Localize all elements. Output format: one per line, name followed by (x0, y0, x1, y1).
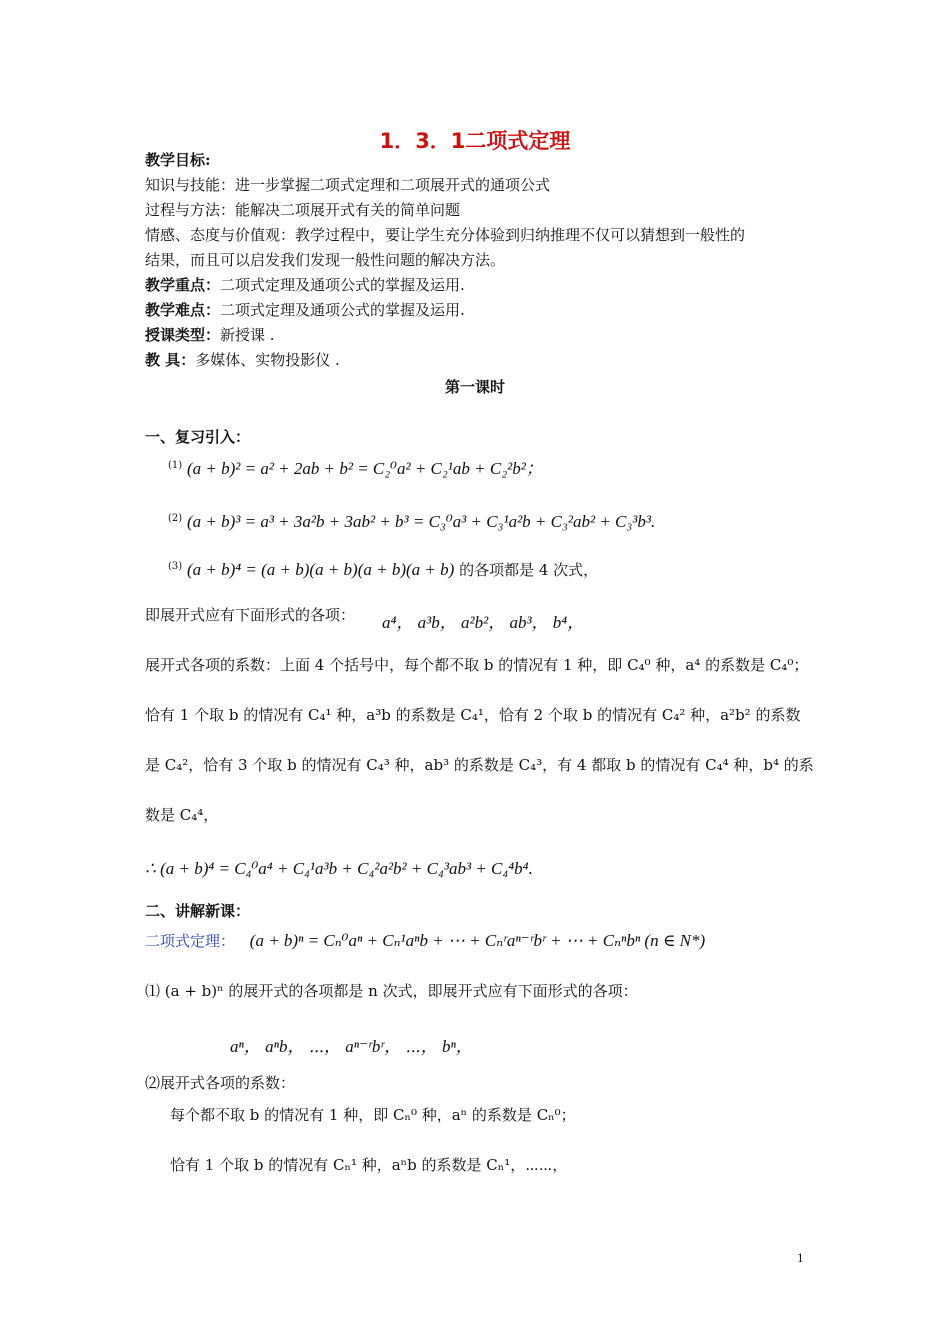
lesson-type (145, 324, 275, 346)
property-1: ⑴ (a + b)ⁿ 的展开式的各项都是 n 次式，即展开式应有下面形式的各项： (145, 982, 638, 1000)
equation-3-formula: (a + b)⁴ = (a + b)(a + b)(a + b)(a + b) (186, 560, 455, 579)
equation-2-label: (2) (168, 513, 183, 524)
difficult-point-text: 二项式定理及通项公式的掌握及运用. (220, 301, 465, 319)
objective-knowledge: 知识与技能：进一步掌握二项式定理和二项展开式的通项公式 (145, 176, 551, 194)
equation-1-formula: (a + b)² = a² + 2ab + b² = C₂⁰a² + C₂¹ab + C₂²b²； (186, 459, 543, 478)
property-2-line2: 恰有 1 个取 b 的情况有 Cₙ¹ 种，aⁿb 的系数是 Cₙ¹，⋯⋯， (170, 1156, 568, 1174)
terms-intro: 即展开式应有下面形式的各项： (145, 606, 356, 624)
coefficient-para-line3: 是 C₄²，恰有 3 个取 b 的情况有 C₄³ 种，ab³ 的系数是 C₄³，有 4 都取 b 的情况有 C₄⁴ 种，b⁴ 的系 (145, 756, 814, 774)
property-2: ⑵展开式各项的系数： (145, 1074, 296, 1092)
difficult-point (145, 299, 465, 321)
equation-3-label: (3) (168, 561, 183, 572)
coefficient-para-line2: 恰有 1 个取 b 的情况有 C₄¹ 种，a³b 的系数是 C₄¹，恰有 2 个取 b 的情况有 C₄² 种，a²b² 的系数 (145, 706, 801, 724)
terms-list: a⁴， a³b， a²b²， ab³， b⁴， (382, 613, 585, 632)
coefficient-para-line4: 数是 C₄⁴， (145, 806, 219, 824)
difficult-point-label: 教学难点： (145, 301, 221, 319)
teaching-tools-label: 教 具： (145, 351, 196, 369)
lesson-heading: 第一课时 (444, 378, 505, 396)
equation-1-label: (1) (168, 460, 183, 471)
objectives-heading: 教学目标: (145, 151, 211, 169)
objective-emotion-line2: 结果，而且可以启发我们发现一般性问题的解决方法。 (145, 251, 506, 269)
binomial-theorem (145, 930, 705, 952)
section-review-heading: 一、复习引入： (145, 428, 251, 446)
key-point-text: 二项式定理及通项公式的掌握及运用. (220, 276, 465, 294)
section-new-lesson-heading: 二、讲解新课： (145, 902, 251, 920)
equation-1 (168, 455, 543, 480)
objective-emotion-line1: 情感、态度与价值观：教学过程中，要让学生充分体验到归纳推理不仅可以猜想到一般性的 (145, 226, 746, 244)
therefore-equation: ∴ (a + b)⁴ = C₄⁰a⁴ + C₄¹a³b + C₄²a²b² + C₄³ab³ + C₄⁴b⁴. (145, 859, 533, 878)
binomial-theorem-label: 二项式定理： (145, 932, 236, 950)
property-2-line1: 每个都不取 b 的情况有 1 种，即 Cₙ⁰ 种，aⁿ 的系数是 Cₙ⁰； (170, 1106, 576, 1124)
page-title: 1．3．1二项式定理 (379, 129, 571, 153)
equation-3-text: 的各项都是 4 次式， (459, 561, 599, 579)
equation-2-formula: (a + b)³ = a³ + 3a²b + 3ab² + b³ = C₃⁰a³ + C₃¹a²b + C₃²ab² + C₃³b³. (186, 512, 656, 531)
teaching-tools-text: 多媒体、实物投影仪 . (195, 351, 340, 369)
equation-3 (168, 556, 598, 581)
equation-2 (168, 508, 655, 533)
lesson-type-text: 新授课 . (220, 326, 275, 344)
lesson-type-label: 授课类型： (145, 326, 221, 344)
teaching-tools (145, 349, 340, 371)
coefficient-para-line1: 展开式各项的系数：上面 4 个括号中，每个都不取 b 的情况有 1 种，即 C₄⁰ 种，a⁴ 的系数是 C₄⁰； (145, 656, 809, 674)
key-point (145, 274, 465, 296)
key-point-label: 教学重点： (145, 276, 221, 294)
property-1-terms: aⁿ， aⁿb， ⋯， aⁿ⁻ʳbʳ， ⋯， bⁿ， (230, 1037, 473, 1056)
page-number: 1 (797, 1250, 804, 1265)
binomial-theorem-formula: (a + b)ⁿ = Cₙ⁰aⁿ + Cₙ¹aⁿb + ⋯ + Cₙʳaⁿ⁻ʳbʳ + ⋯ + Cₙⁿbⁿ (n ∈ N*) (249, 931, 706, 950)
objective-process: 过程与方法：能解决二项展开式有关的简单问题 (145, 201, 461, 219)
